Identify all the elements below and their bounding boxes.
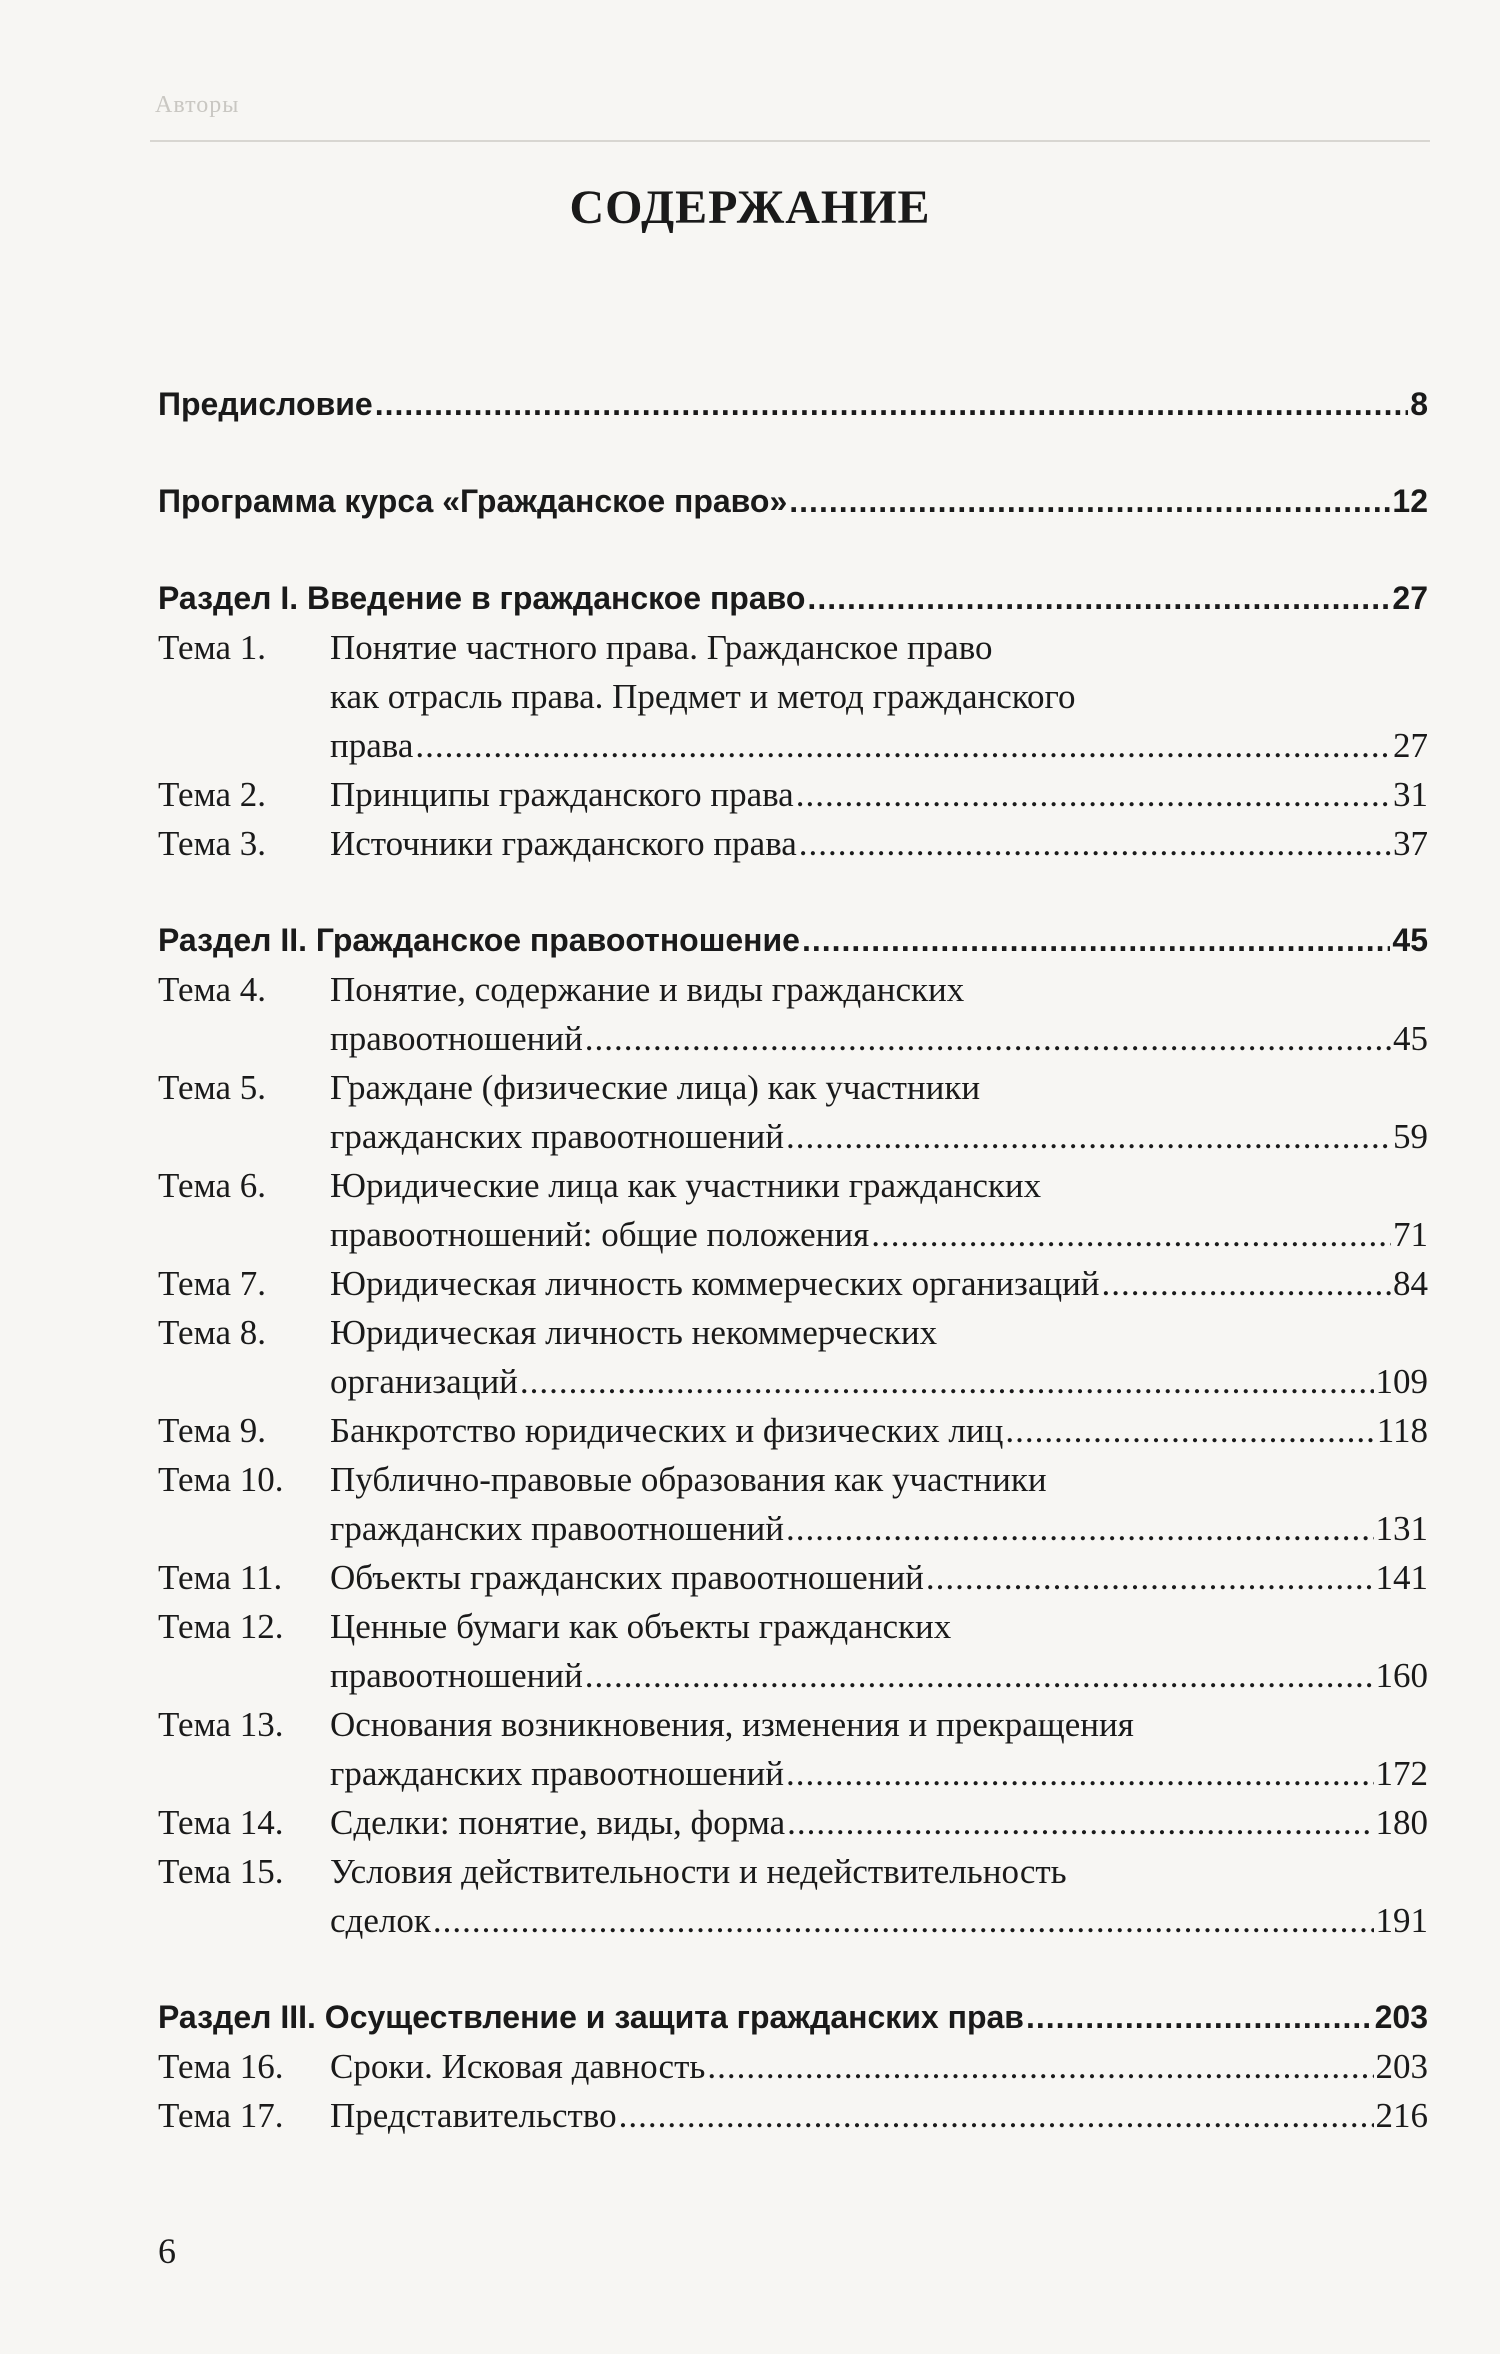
toc-entry-text-line: Юридическая личность некоммерческих: [330, 1313, 938, 1352]
toc-entry-text-line: Представительство: [330, 2096, 617, 2135]
toc-entry-text-line: Раздел II. Гражданское правоотношение: [158, 922, 800, 958]
toc-entry-final-line: [330, 770, 1428, 819]
toc-entry-final-line: [330, 2091, 1428, 2140]
running-header: Авторы: [155, 92, 240, 118]
toc-entry-text-line: гражданских правоотношений: [330, 1117, 784, 1156]
toc-entry-final-line: [330, 1014, 1428, 1063]
toc-section-entry: [158, 1993, 1428, 2042]
toc-entry-final-line: [330, 1112, 1428, 1161]
toc-entry-text-line: Принципы гражданского права: [330, 775, 794, 814]
toc-page-number: 109: [1375, 1362, 1428, 1401]
leader-dots: [1102, 1259, 1391, 1308]
toc-entry-text-line: Ценные бумаги как объекты гражданских: [330, 1607, 952, 1646]
toc-entry-text-line: сделок: [330, 1901, 431, 1940]
toc-entry-label: Тема 7.: [158, 1264, 267, 1303]
toc-entry-final-line: [330, 1259, 1428, 1308]
section-spacer: [158, 526, 1428, 574]
leader-dots: [707, 2042, 1373, 2091]
page-number: 6: [158, 2231, 176, 2271]
toc-entry: [158, 2091, 1428, 2140]
toc-entry-final-line: [330, 819, 1428, 868]
toc-entry-final-line: [158, 574, 1428, 623]
toc-entry-label: Тема 8.: [158, 1313, 267, 1352]
toc-entry-text-line: Предисловие: [158, 386, 373, 422]
toc-page-number: 84: [1393, 1264, 1428, 1303]
toc-entry-text-line: правоотношений: [330, 1656, 583, 1695]
toc-page-number: 27: [1393, 726, 1428, 765]
toc-entry: [158, 2042, 1428, 2091]
toc-entry-text-line: Граждане (физические лица) как участники: [330, 1068, 981, 1107]
toc-entry-label: Тема 5.: [158, 1068, 267, 1107]
leader-dots: [807, 574, 1390, 623]
toc-entry: [158, 770, 1428, 819]
leader-dots: [520, 1357, 1374, 1406]
toc-entry-text-line: Публично-правовые образования как участники: [330, 1460, 1047, 1499]
toc-entry-label: Тема 4.: [158, 970, 267, 1009]
toc-entry-label: Тема 14.: [158, 1803, 284, 1842]
toc-entry-label: Тема 12.: [158, 1607, 284, 1646]
toc-entry-final-line: [158, 916, 1428, 965]
leader-dots: [786, 1504, 1374, 1553]
leader-dots: [433, 1896, 1374, 1945]
section-spacer: [158, 1945, 1428, 1993]
leader-dots: [375, 380, 1408, 429]
toc-entry-text-line: Сроки. Исковая давность: [330, 2047, 706, 2086]
toc-page-number: 12: [1392, 483, 1428, 519]
toc-entry-final-line: [330, 1406, 1428, 1455]
toc-entry-final-line: [330, 1896, 1428, 1945]
toc-entry-label: Тема 10.: [158, 1460, 284, 1499]
toc-entry-final-line: [330, 1504, 1428, 1553]
section-spacer: [158, 429, 1428, 477]
toc-entry-final-line: [330, 1651, 1428, 1700]
toc-entry: [158, 623, 1428, 770]
toc-entry-text-line: гражданских правоотношений: [330, 1509, 784, 1548]
toc-page-number: 37: [1393, 824, 1428, 863]
toc-entry-label: Тема 1.: [158, 628, 267, 667]
toc-entry-text-line: Юридическая личность коммерческих организаций: [330, 1264, 1100, 1303]
toc-entry: [158, 1259, 1428, 1308]
toc-entry-text-line: Сделки: понятие, виды, форма: [330, 1803, 786, 1842]
toc-entry-final-line: [330, 1749, 1428, 1798]
toc-page-number: 118: [1376, 1411, 1428, 1450]
leader-dots: [786, 1112, 1391, 1161]
toc-entry: [158, 1847, 1428, 1945]
toc-section-entry: [158, 916, 1428, 965]
toc-page-number: 180: [1375, 1803, 1428, 1842]
toc-entry-text-line: Раздел I. Введение в гражданское право: [158, 580, 806, 616]
leader-dots: [1026, 1993, 1373, 2042]
leader-dots: [619, 2091, 1374, 2140]
leader-dots: [1005, 1406, 1374, 1455]
toc-entry-text-line: Объекты гражданских правоотношений: [330, 1558, 924, 1597]
toc-entry-final-line: [158, 380, 1428, 429]
toc-entry-label: Тема 17.: [158, 2096, 284, 2135]
toc-entry: [158, 1553, 1428, 1602]
toc-entry-label: Тема 13.: [158, 1705, 284, 1744]
toc-entry-label: Тема 2.: [158, 775, 267, 814]
toc-entry-text-line: как отрасль права. Предмет и метод гражданского: [330, 677, 1076, 716]
toc-entry-text-line: правоотношений: [330, 1019, 583, 1058]
toc-entry-final-line: [158, 477, 1428, 526]
toc-entry-label: Тема 6.: [158, 1166, 267, 1205]
leader-dots: [796, 770, 1391, 819]
toc-page-number: 172: [1375, 1754, 1428, 1793]
toc-page-number: 191: [1375, 1901, 1428, 1940]
toc-page-number: 203: [1374, 1999, 1428, 2035]
leader-dots: [786, 1749, 1374, 1798]
toc-entry-text-line: Юридические лица как участники гражданских: [330, 1166, 1042, 1205]
toc-entry: [158, 1798, 1428, 1847]
toc-entry: [158, 1406, 1428, 1455]
section-spacer: [158, 868, 1428, 916]
toc-page-number: 31: [1393, 775, 1428, 814]
toc-entry: [158, 1161, 1428, 1259]
toc-entry-final-line: [330, 1553, 1428, 1602]
toc-entry-text-line: Программа курса «Гражданское право»: [158, 483, 788, 519]
leader-dots: [799, 819, 1391, 868]
toc-entry-final-line: [330, 1357, 1428, 1406]
page-title: СОДЕРЖАНИЕ: [569, 181, 931, 234]
toc-entry-text-line: Основания возникновения, изменения и прекращения: [330, 1705, 1134, 1744]
toc-section-entry: [158, 574, 1428, 623]
toc-entry-final-line: [330, 1210, 1428, 1259]
toc-entry: [158, 965, 1428, 1063]
table-of-contents: [158, 380, 1428, 2140]
toc-page-number: 71: [1393, 1215, 1428, 1254]
toc-entry-text-line: гражданских правоотношений: [330, 1754, 784, 1793]
toc-entry: [158, 1700, 1428, 1798]
toc-entry-text-line: Банкротство юридических и физических лиц: [330, 1411, 1004, 1450]
leader-dots: [789, 477, 1390, 526]
toc-page-number: 8: [1410, 386, 1428, 422]
toc-page-number: 45: [1392, 922, 1428, 958]
toc-entry-label: Тема 3.: [158, 824, 267, 863]
toc-entry-label: Тема 9.: [158, 1411, 267, 1450]
leader-dots: [415, 721, 1391, 770]
toc-entry-text-line: Источники гражданского права: [330, 824, 797, 863]
toc-entry-final-line: [158, 1993, 1428, 2042]
toc-entry: [158, 1455, 1428, 1553]
toc-page-number: 131: [1375, 1509, 1428, 1548]
toc-entry-text-line: Раздел III. Осуществление и защита гражданских прав: [158, 1999, 1024, 2035]
leader-dots: [585, 1014, 1391, 1063]
toc-entry-text-line: права: [330, 726, 414, 765]
toc-section-entry: [158, 380, 1428, 429]
toc-entry: [158, 1308, 1428, 1406]
toc-page-number: 203: [1375, 2047, 1428, 2086]
toc-entry-final-line: [330, 1798, 1428, 1847]
leader-dots: [871, 1210, 1391, 1259]
toc-entry-text-line: правоотношений: общие положения: [330, 1215, 870, 1254]
toc-page-number: 27: [1392, 580, 1428, 616]
toc-entry: [158, 819, 1428, 868]
toc-entry-label: Тема 11.: [158, 1558, 283, 1597]
leader-dots: [585, 1651, 1374, 1700]
toc-page-number: 141: [1375, 1558, 1428, 1597]
toc-page-number: 45: [1393, 1019, 1428, 1058]
leader-dots: [802, 916, 1390, 965]
toc-section-entry: [158, 477, 1428, 526]
toc-entry-label: Тема 15.: [158, 1852, 284, 1891]
leader-dots: [926, 1553, 1374, 1602]
toc-page-number: 216: [1375, 2096, 1428, 2135]
toc-entry-text-line: организаций: [330, 1362, 518, 1401]
toc-entry: [158, 1063, 1428, 1161]
toc-entry-final-line: [330, 2042, 1428, 2091]
toc-entry-text-line: Условия действительности и недействительность: [330, 1852, 1067, 1891]
toc-entry-final-line: [330, 721, 1428, 770]
toc-entry: [158, 1602, 1428, 1700]
leader-dots: [787, 1798, 1373, 1847]
header-rule: [150, 140, 1430, 142]
toc-page-number: 59: [1393, 1117, 1428, 1156]
toc-entry-text-line: Понятие частного права. Гражданское право: [330, 628, 993, 667]
toc-entry-text-line: Понятие, содержание и виды гражданских: [330, 970, 965, 1009]
toc-page-number: 160: [1375, 1656, 1428, 1695]
toc-entry-label: Тема 16.: [158, 2047, 284, 2086]
